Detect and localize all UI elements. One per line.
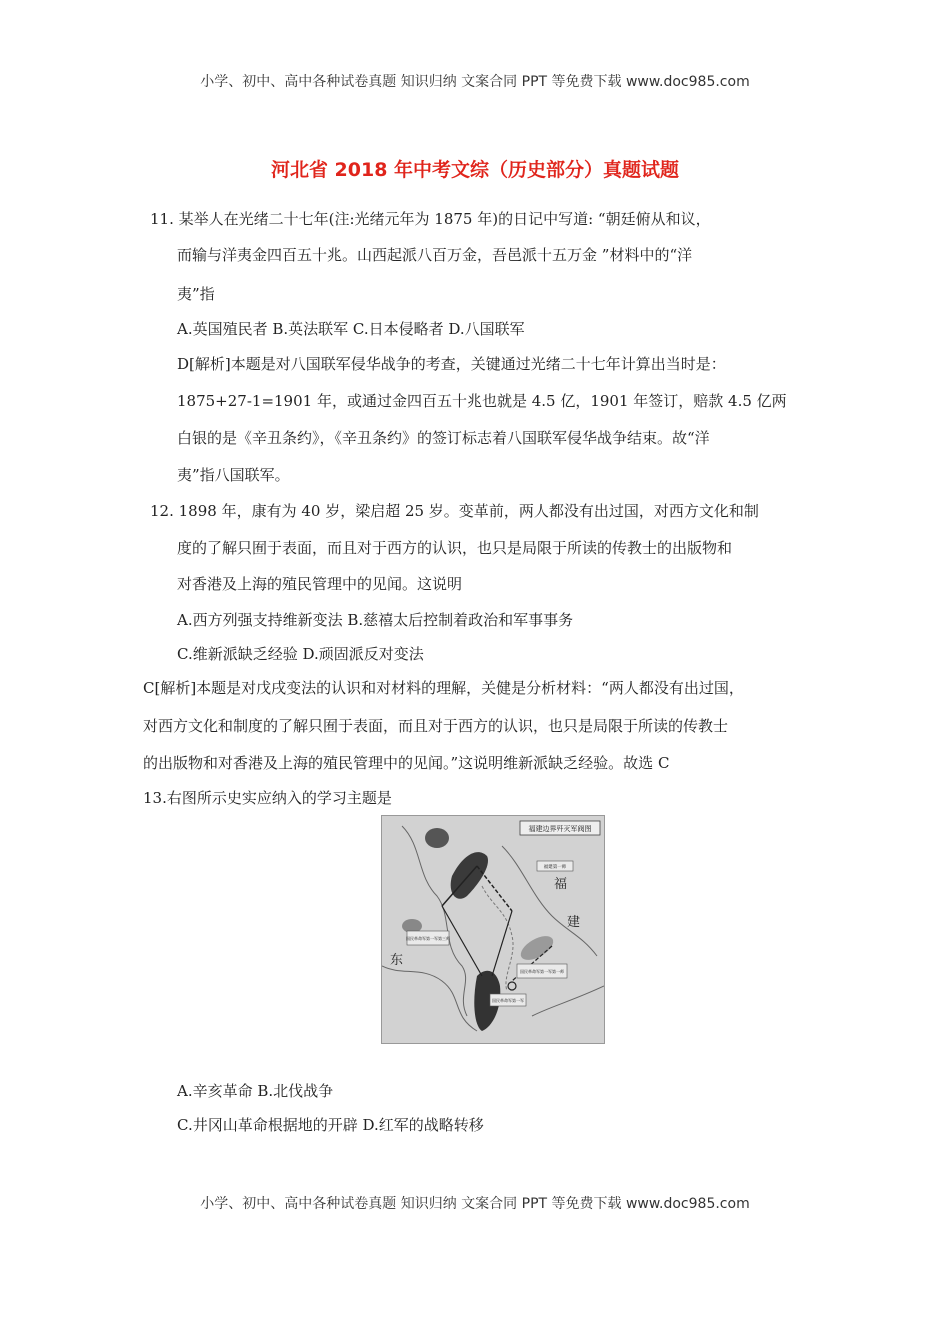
q13-line-1: 13.右图所示史实应纳入的学习主题是 <box>143 789 392 807</box>
q11-answer-1: D[解析]本题是对八国联军侵华战争的考查，关键通过光绪二十七年计算出当时是： <box>177 355 726 373</box>
q11-answer-3: 白银的是《辛丑条约》，《辛丑条约》的签订标志着八国联军侵华战争结束。故“洋 <box>177 429 710 447</box>
map-dark-area-1 <box>425 828 449 848</box>
q11-line-2: 而输与洋夷金四百五十兆。山西起派八百万金，吾邑派十五万金 ”材料中的“洋 <box>177 246 693 264</box>
map-label-a: 国民革命军第一军第三师 <box>406 936 450 941</box>
q13-options-1: A.辛亥革命 B.北伐战争 <box>177 1082 334 1100</box>
page-footer: 小学、初中、高中各种试卷真题 知识归纳 文案合同 PPT 等免费下载 www.doc985.com <box>200 1196 750 1212</box>
q12-options-1: A.西方列强支持维新变法 B.慈禧太后控制着政治和军事事务 <box>177 611 574 629</box>
map-label-d: 福建第一师 <box>543 865 567 870</box>
map-label-jian: 建 <box>567 915 581 930</box>
map-label-c: 国民革命军第一军 <box>492 998 524 1003</box>
q12-line-2: 度的了解只囿于表面，而且对于西方的认识，也只是局限于所读的传教士的出版物和 <box>177 539 733 557</box>
page-header: 小学、初中、高中各种试卷真题 知识归纳 文案合同 PPT 等免费下载 www.doc985.com <box>200 74 750 90</box>
q11-line-3: 夷”指 <box>177 285 215 303</box>
map-label-dong: 东 <box>390 953 404 968</box>
q13-options-2: C.井冈山革命根据地的开辟 D.红军的战略转移 <box>177 1116 484 1134</box>
historical-map-image <box>381 815 605 1044</box>
q12-line-1: 12. 1898 年，康有为 40 岁，梁启超 25 岁。变革前，两人都没有出过国，对西方文化和制 <box>150 502 759 520</box>
q12-answer-2: 对西方文化和制度的了解只囿于表面，而且对于西方的认识，也只是局限于所读的传教士 <box>143 717 729 735</box>
map-title: 福建边界歼灭军阀图 <box>528 825 592 833</box>
q12-options-2: C.维新派缺乏经验 D.顽固派反对变法 <box>177 645 424 663</box>
q12-answer-3: 的出版物和对香港及上海的殖民管理中的见闻。”这说明维新派缺乏经验。故选 C <box>143 754 670 772</box>
q11-answer-2: 1875+27-1=1901 年，或通过金四百五十兆也就是 4.5 亿，1901 年签订，赔款 4.5 亿两 <box>177 392 787 410</box>
q11-options: A.英国殖民者 B.英法联军 C.日本侵略者 D.八国联军 <box>177 320 525 338</box>
page-title: 河北省 2018 年中考文综（历史部分）真题试题 <box>270 159 680 181</box>
map-label-b: 国民革命军第一军第一师 <box>520 969 564 974</box>
q12-answer-1: C[解析]本题是对戊戌变法的认识和对材料的理解，关健是分析材料：“两人都没有出过国， <box>143 679 744 697</box>
q12-line-3: 对香港及上海的殖民管理中的见闻。这说明 <box>177 575 463 593</box>
map-label-fu: 福 <box>554 877 568 892</box>
q11-line-1: 11. 某举人在光绪二十七年(注:光绪元年为 1875 年)的日记中写道: “朝廷俯从和议， <box>150 210 711 228</box>
q11-answer-4: 夷”指八国联军。 <box>177 466 290 484</box>
